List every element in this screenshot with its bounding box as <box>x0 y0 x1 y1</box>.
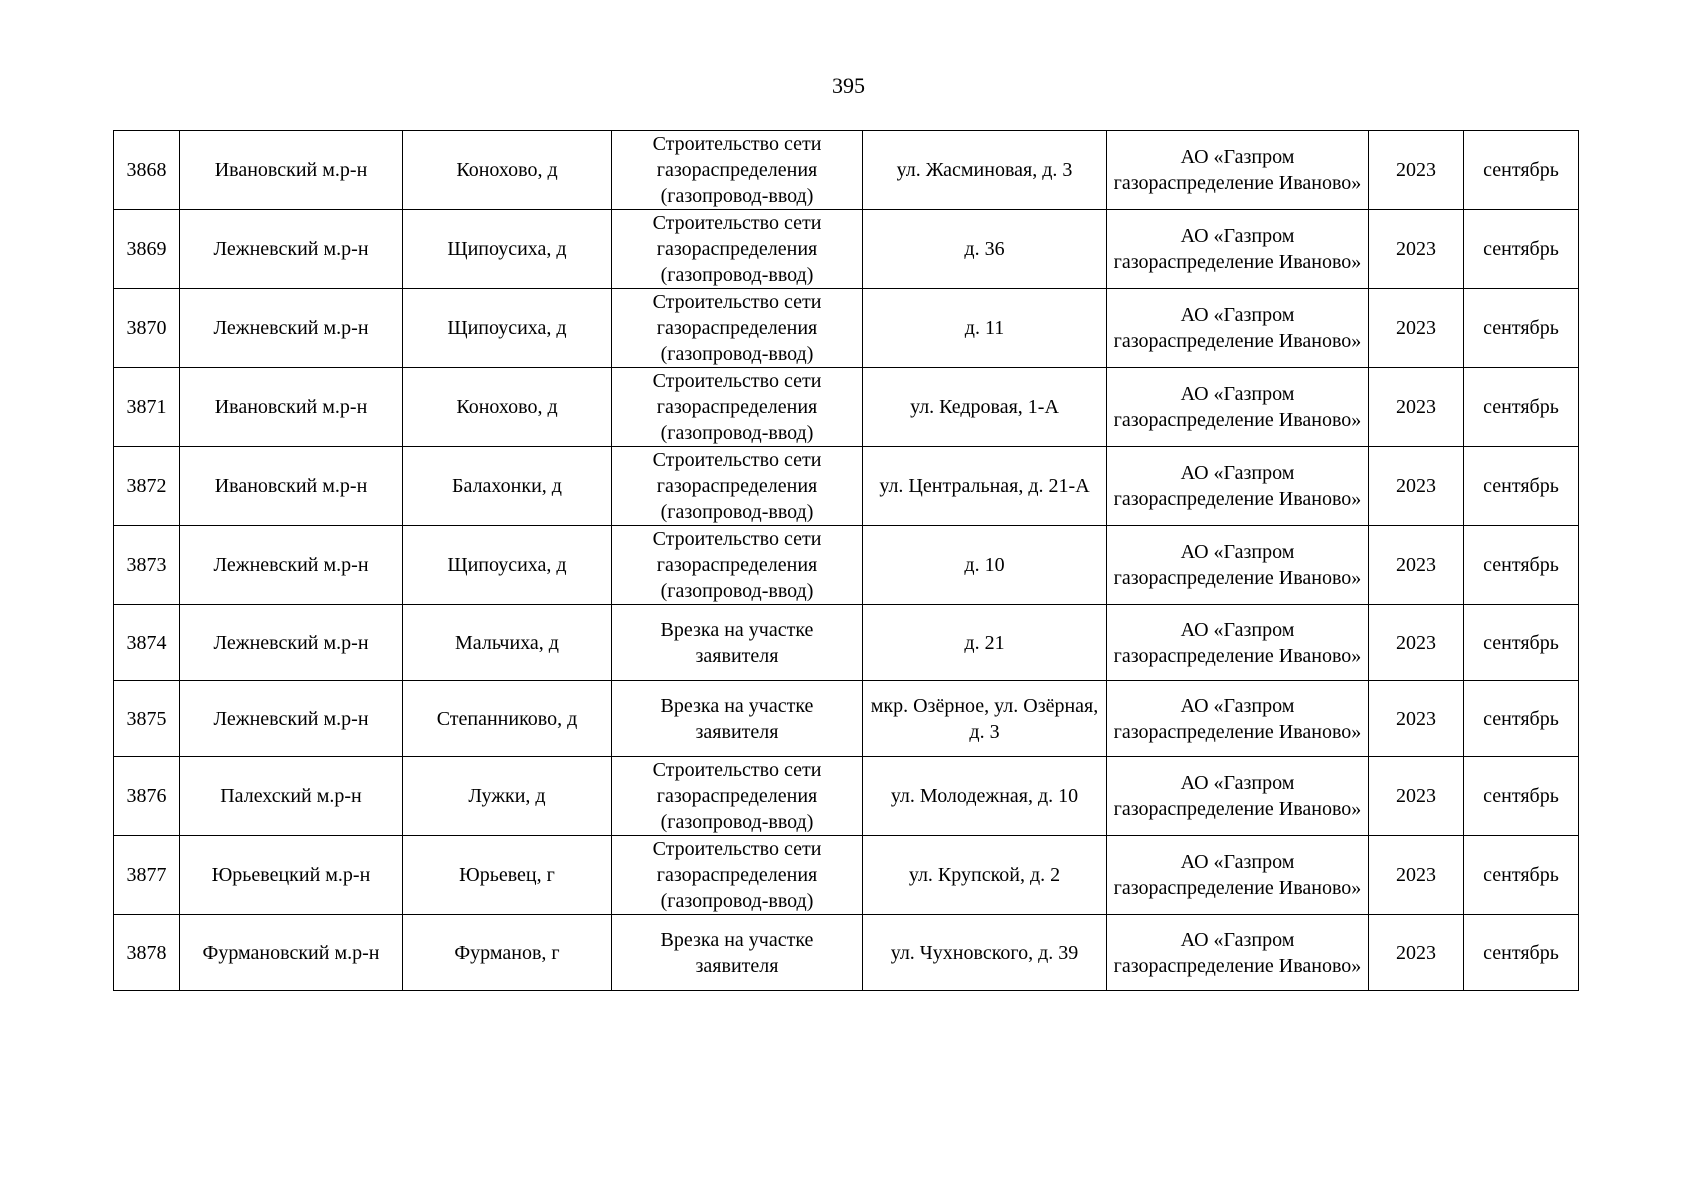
cell-number: 3874 <box>114 605 180 681</box>
cell-month: сентябрь <box>1464 605 1579 681</box>
cell-address: ул. Молодежная, д. 10 <box>863 757 1107 836</box>
table-body <box>114 131 1579 991</box>
table-row <box>114 289 1579 368</box>
cell-locality: Лужки, д <box>403 757 612 836</box>
cell-month: сентябрь <box>1464 757 1579 836</box>
cell-organization: АО «Газпром газораспределение Иваново» <box>1107 605 1369 681</box>
cell-year: 2023 <box>1369 447 1464 526</box>
cell-district: Лежневский м.р-н <box>180 289 403 368</box>
table-row <box>114 915 1579 991</box>
cell-year: 2023 <box>1369 836 1464 915</box>
cell-year: 2023 <box>1369 526 1464 605</box>
cell-number: 3869 <box>114 210 180 289</box>
cell-month: сентябрь <box>1464 915 1579 991</box>
cell-district: Фурмановский м.р-н <box>180 915 403 991</box>
cell-organization: АО «Газпром газораспределение Иваново» <box>1107 915 1369 991</box>
cell-number: 3871 <box>114 368 180 447</box>
cell-district: Лежневский м.р-н <box>180 526 403 605</box>
cell-district: Палехский м.р-н <box>180 757 403 836</box>
cell-number: 3868 <box>114 131 180 210</box>
cell-month: сентябрь <box>1464 131 1579 210</box>
cell-number: 3875 <box>114 681 180 757</box>
cell-work-type: Врезка на участке заявителя <box>612 681 863 757</box>
cell-number: 3877 <box>114 836 180 915</box>
cell-year: 2023 <box>1369 605 1464 681</box>
cell-district: Лежневский м.р-н <box>180 605 403 681</box>
cell-address: д. 10 <box>863 526 1107 605</box>
cell-locality: Балахонки, д <box>403 447 612 526</box>
cell-organization: АО «Газпром газораспределение Иваново» <box>1107 289 1369 368</box>
cell-number: 3873 <box>114 526 180 605</box>
cell-work-type: Строительство сети газораспределения (газопровод-ввод) <box>612 526 863 605</box>
cell-month: сентябрь <box>1464 447 1579 526</box>
cell-number: 3876 <box>114 757 180 836</box>
cell-work-type: Строительство сети газораспределения (газопровод-ввод) <box>612 757 863 836</box>
cell-district: Лежневский м.р-н <box>180 681 403 757</box>
cell-year: 2023 <box>1369 915 1464 991</box>
cell-year: 2023 <box>1369 368 1464 447</box>
cell-locality: Конохово, д <box>403 131 612 210</box>
cell-address: ул. Чухновского, д. 39 <box>863 915 1107 991</box>
cell-locality: Щипоусиха, д <box>403 526 612 605</box>
cell-number: 3872 <box>114 447 180 526</box>
table-row <box>114 210 1579 289</box>
data-table <box>113 130 1579 991</box>
table-row <box>114 836 1579 915</box>
cell-address: д. 11 <box>863 289 1107 368</box>
cell-number: 3878 <box>114 915 180 991</box>
cell-district: Юрьевецкий м.р-н <box>180 836 403 915</box>
table-row <box>114 681 1579 757</box>
cell-address: ул. Крупской, д. 2 <box>863 836 1107 915</box>
cell-month: сентябрь <box>1464 526 1579 605</box>
cell-locality: Мальчиха, д <box>403 605 612 681</box>
cell-address: ул. Жасминовая, д. 3 <box>863 131 1107 210</box>
cell-address: д. 36 <box>863 210 1107 289</box>
table-row <box>114 447 1579 526</box>
cell-year: 2023 <box>1369 757 1464 836</box>
cell-district: Ивановский м.р-н <box>180 368 403 447</box>
cell-district: Ивановский м.р-н <box>180 447 403 526</box>
cell-organization: АО «Газпром газораспределение Иваново» <box>1107 447 1369 526</box>
cell-locality: Конохово, д <box>403 368 612 447</box>
cell-work-type: Строительство сети газораспределения (газопровод-ввод) <box>612 210 863 289</box>
cell-work-type: Врезка на участке заявителя <box>612 915 863 991</box>
cell-district: Ивановский м.р-н <box>180 131 403 210</box>
cell-address: ул. Центральная, д. 21-А <box>863 447 1107 526</box>
cell-address: мкр. Озёрное, ул. Озёрная, д. 3 <box>863 681 1107 757</box>
cell-year: 2023 <box>1369 289 1464 368</box>
table-row <box>114 757 1579 836</box>
cell-organization: АО «Газпром газораспределение Иваново» <box>1107 526 1369 605</box>
cell-locality: Юрьевец, г <box>403 836 612 915</box>
table-row <box>114 131 1579 210</box>
cell-work-type: Строительство сети газораспределения (газопровод-ввод) <box>612 289 863 368</box>
cell-locality: Щипоусиха, д <box>403 289 612 368</box>
cell-month: сентябрь <box>1464 368 1579 447</box>
cell-address: ул. Кедровая, 1-А <box>863 368 1107 447</box>
cell-locality: Степанниково, д <box>403 681 612 757</box>
cell-organization: АО «Газпром газораспределение Иваново» <box>1107 836 1369 915</box>
cell-month: сентябрь <box>1464 681 1579 757</box>
page-number: 395 <box>832 73 865 98</box>
cell-month: сентябрь <box>1464 836 1579 915</box>
cell-organization: АО «Газпром газораспределение Иваново» <box>1107 757 1369 836</box>
cell-year: 2023 <box>1369 210 1464 289</box>
cell-organization: АО «Газпром газораспределение Иваново» <box>1107 210 1369 289</box>
cell-work-type: Строительство сети газораспределения (газопровод-ввод) <box>612 836 863 915</box>
cell-organization: АО «Газпром газораспределение Иваново» <box>1107 681 1369 757</box>
cell-work-type: Строительство сети газораспределения (газопровод-ввод) <box>612 131 863 210</box>
cell-district: Лежневский м.р-н <box>180 210 403 289</box>
cell-year: 2023 <box>1369 681 1464 757</box>
cell-year: 2023 <box>1369 131 1464 210</box>
table-row <box>114 526 1579 605</box>
cell-month: сентябрь <box>1464 289 1579 368</box>
cell-locality: Щипоусиха, д <box>403 210 612 289</box>
cell-address: д. 21 <box>863 605 1107 681</box>
table-row <box>114 605 1579 681</box>
cell-organization: АО «Газпром газораспределение Иваново» <box>1107 131 1369 210</box>
cell-work-type: Врезка на участке заявителя <box>612 605 863 681</box>
cell-organization: АО «Газпром газораспределение Иваново» <box>1107 368 1369 447</box>
cell-month: сентябрь <box>1464 210 1579 289</box>
cell-number: 3870 <box>114 289 180 368</box>
cell-work-type: Строительство сети газораспределения (газопровод-ввод) <box>612 447 863 526</box>
cell-work-type: Строительство сети газораспределения (газопровод-ввод) <box>612 368 863 447</box>
table-row <box>114 368 1579 447</box>
cell-locality: Фурманов, г <box>403 915 612 991</box>
